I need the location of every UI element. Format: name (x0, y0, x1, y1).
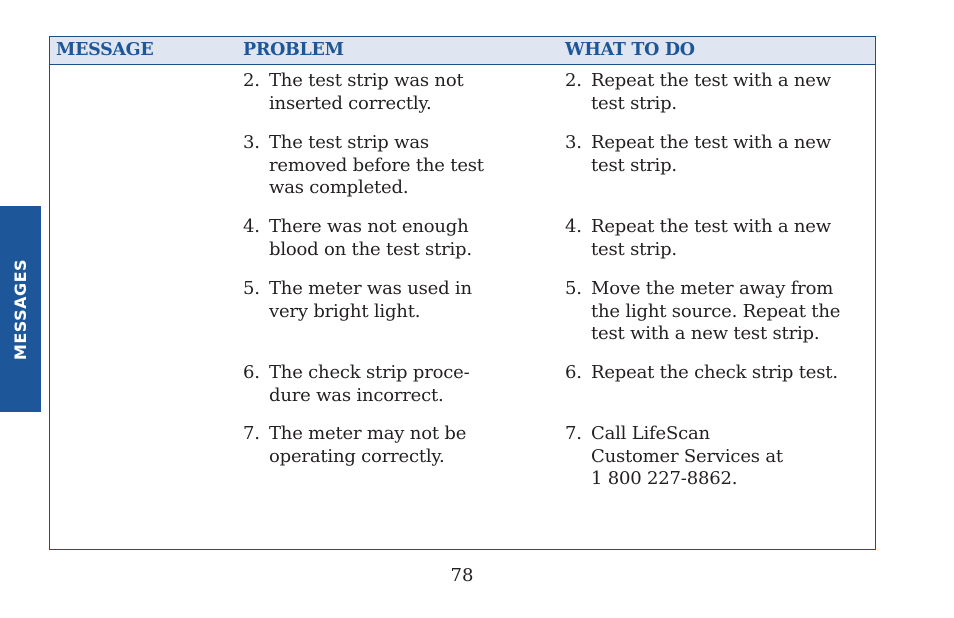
messages-table (49, 36, 876, 550)
problem-text: The check strip proce- dure was incorrect. (269, 362, 470, 406)
action-number: 7. (565, 423, 582, 444)
problem-item-2 (243, 70, 543, 115)
action-item-3 (565, 132, 870, 177)
action-text: Repeat the test with a new test strip. (591, 132, 831, 176)
action-text: Call LifeScan Customer Services at 1 800 227-8862. (591, 423, 783, 489)
action-item-4 (565, 216, 870, 261)
side-tab-label: MESSAGES (11, 258, 30, 360)
table-header (50, 37, 875, 65)
problem-number: 3. (243, 132, 260, 153)
action-text: Repeat the test with a new test strip. (591, 70, 831, 114)
page-number: 78 (450, 565, 474, 586)
action-text: Repeat the check strip test. (591, 362, 838, 383)
action-item-6 (565, 362, 870, 385)
problem-number: 4. (243, 216, 260, 237)
problem-text: The meter was used in very bright light. (269, 278, 472, 322)
action-number: 4. (565, 216, 582, 237)
action-text: Move the meter away from the light source. Repeat the test with a new test strip. (591, 278, 841, 344)
action-item-2 (565, 70, 870, 115)
problem-text: There was not enough blood on the test strip. (269, 216, 472, 260)
problem-number: 5. (243, 278, 260, 299)
action-number: 6. (565, 362, 582, 383)
problem-text: The test strip was removed before the test was completed. (269, 132, 484, 198)
problem-item-3 (243, 132, 543, 200)
action-item-7 (565, 423, 870, 491)
header-problem: PROBLEM (243, 40, 344, 60)
action-number: 2. (565, 70, 582, 91)
problem-number: 7. (243, 423, 260, 444)
side-tab-messages (0, 206, 41, 412)
header-message: MESSAGE (56, 40, 154, 60)
problem-item-7 (243, 423, 543, 468)
problem-item-5 (243, 278, 543, 323)
problem-text: The test strip was not inserted correctly. (269, 70, 464, 114)
action-number: 3. (565, 132, 582, 153)
action-number: 5. (565, 278, 582, 299)
action-text: Repeat the test with a new test strip. (591, 216, 831, 260)
problem-item-6 (243, 362, 543, 407)
problem-number: 2. (243, 70, 260, 91)
action-item-5 (565, 278, 870, 346)
problem-text: The meter may not be operating correctly. (269, 423, 467, 467)
header-what-to-do: WHAT TO DO (565, 40, 695, 60)
problem-item-4 (243, 216, 543, 261)
problem-number: 6. (243, 362, 260, 383)
